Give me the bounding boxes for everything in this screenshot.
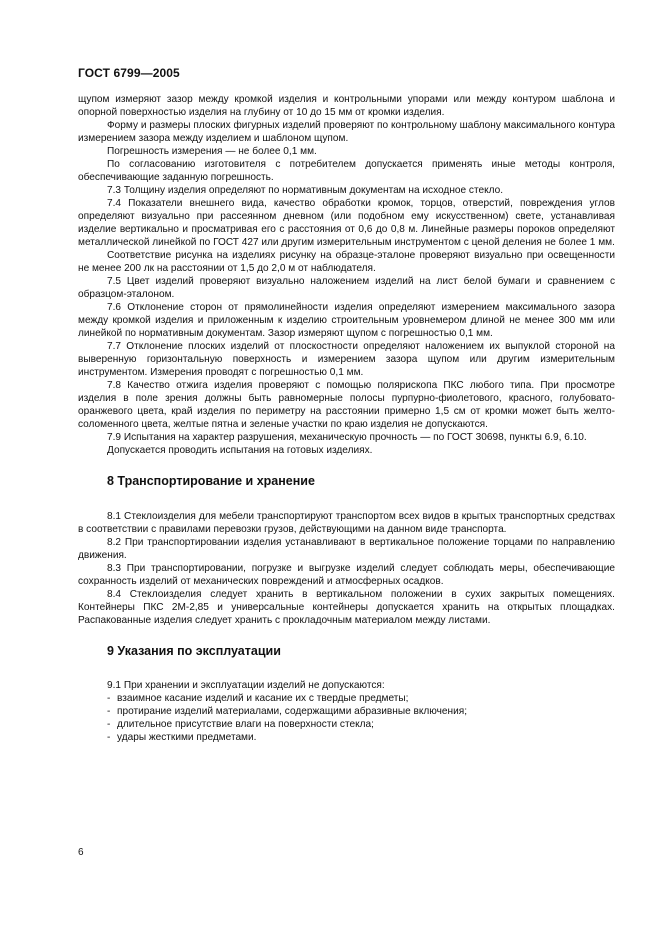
section-8-heading: 8 Транспортирование и хранение: [107, 474, 315, 488]
clause-7-6: 7.6 Отклонение сторон от прямолинейности изделия определяют измерением максимального зазора между кромкой изделия и приложенным к изделию строительным уровнемером длиной не менее 300 мм или линейкой по нормативным документам. Зазор измеряют щупом с погрешностью 0,1 мм.: [78, 302, 615, 339]
paragraph: Форму и размеры плоских фигурных изделий проверяют по контрольному шаблону максимального контура измерением зазора между изделием и шаблоном щупом.: [78, 120, 615, 144]
list-item: [78, 705, 615, 718]
dash-bullet: -: [107, 719, 111, 730]
list-item-text: удары жесткими предметами.: [117, 732, 257, 743]
dash-bullet: -: [107, 732, 111, 743]
clause-9-1: 9.1 При хранении и эксплуатации изделий не допускаются:: [107, 680, 385, 691]
paragraph: Допускается проводить испытания на готовых изделиях.: [107, 445, 373, 456]
clause-7-4: 7.4 Показатели внешнего вида, качество обработки кромок, торцов, отверстий, повреждения углов определяют визуально при рассеянном дневном (или подобном ему искусственном) свете, устанавливая изделие вертикально и просматривая его с расстояния от 0,6 до 0,8 м. Линейные размеры пороков определяют металлической линейкой по ГОСТ 427 или другим измерительным инструментом с ценой деления не более 1 мм.: [78, 198, 615, 248]
paragraph: Погрешность измерения — не более 0,1 мм.: [107, 146, 317, 157]
paragraph: щупом измеряют зазор между кромкой изделия и контрольными упорами или между контуром шаблона и опорной поверхностью изделия на глубину от 10 до 15 мм от кромки изделия.: [78, 94, 615, 118]
document-body: [78, 93, 615, 744]
clause-7-9: 7.9 Испытания на характер разрушения, механическую прочность — по ГОСТ 30698, пункты 6.9, 6.10.: [107, 432, 587, 443]
list-item-text: протирание изделий материалами, содержащими абразивные включения;: [117, 706, 468, 717]
paragraph: По согласованию изготовителя с потребителем допускается применять иные методы контроля, обеспечивающие заданную погрешность.: [78, 159, 615, 183]
page-number: 6: [78, 847, 84, 858]
clause-8-3: 8.3 При транспортировании, погрузке и выгрузке изделий следует соблюдать меры, обеспечивающие сохранность изделий от механических повреждений и атмосферных осадков.: [78, 563, 615, 587]
list-item: [78, 731, 615, 744]
clause-7-3: 7.3 Толщину изделия определяют по нормативным документам на исходное стекло.: [107, 185, 504, 196]
list-item: [78, 718, 615, 731]
list-item-text: длительное присутствие влаги на поверхности стекла;: [117, 719, 374, 730]
clause-7-7: 7.7 Отклонение плоских изделий от плоскостности определяют наложением их выпуклой стороной на выверенную горизонтальную поверхность и измерением зазора щупом или другим измерительным инструментом. Измерения проводят с погрешностью 0,1 мм.: [78, 341, 615, 378]
list-item-text: взаимное касание изделий и касание их с твердые предметы;: [117, 693, 409, 704]
dash-bullet: -: [107, 693, 111, 704]
clause-8-4: 8.4 Стеклоизделия следует хранить в вертикальном положении в сухих закрытых помещениях. Контейнеры ПКС 2М-2,85 и универсальные контейнеры допускается хранить на открытых площадках. Распакованные изделия следует хранить с прокладочным материалом между листами.: [78, 589, 615, 626]
list-item: [78, 692, 615, 705]
section-9-heading: 9 Указания по эксплуатации: [107, 644, 281, 658]
clause-7-8: 7.8 Качество отжига изделия проверяют с помощью полярископа ПКС любого типа. При просмотре изделия в поле зрения должны быть равномерные полосы пурпурно-фиолетового, красного, голубовато-оранжевого цвета, край изделия по периметру на расстоянии примерно 1,5 см от кромки может быть желто-соломенного цвета, желтые пятна и зеленые участки по краю изделия не допускаются.: [78, 380, 615, 430]
clause-8-1: 8.1 Стеклоизделия для мебели транспортируют транспортом всех видов в крытых транспортных средствах в соответствии с правилами перевозки грузов, действующими на данном виде транспорта.: [78, 511, 615, 535]
clause-7-5: 7.5 Цвет изделий проверяют визуально наложением изделий на лист белой бумаги и сравнением с образцом-эталоном.: [78, 276, 615, 300]
dash-bullet: -: [107, 706, 111, 717]
paragraph: Соответствие рисунка на изделиях рисунку на образце-эталоне проверяют визуально при освещенности не менее 200 лк на расстоянии от 1,5 до 2,0 м от наблюдателя.: [78, 250, 615, 274]
clause-8-2: 8.2 При транспортировании изделия устанавливают в вертикальное положение торцами по направлению движения.: [78, 537, 615, 561]
document-header: ГОСТ 6799—2005: [78, 66, 180, 80]
